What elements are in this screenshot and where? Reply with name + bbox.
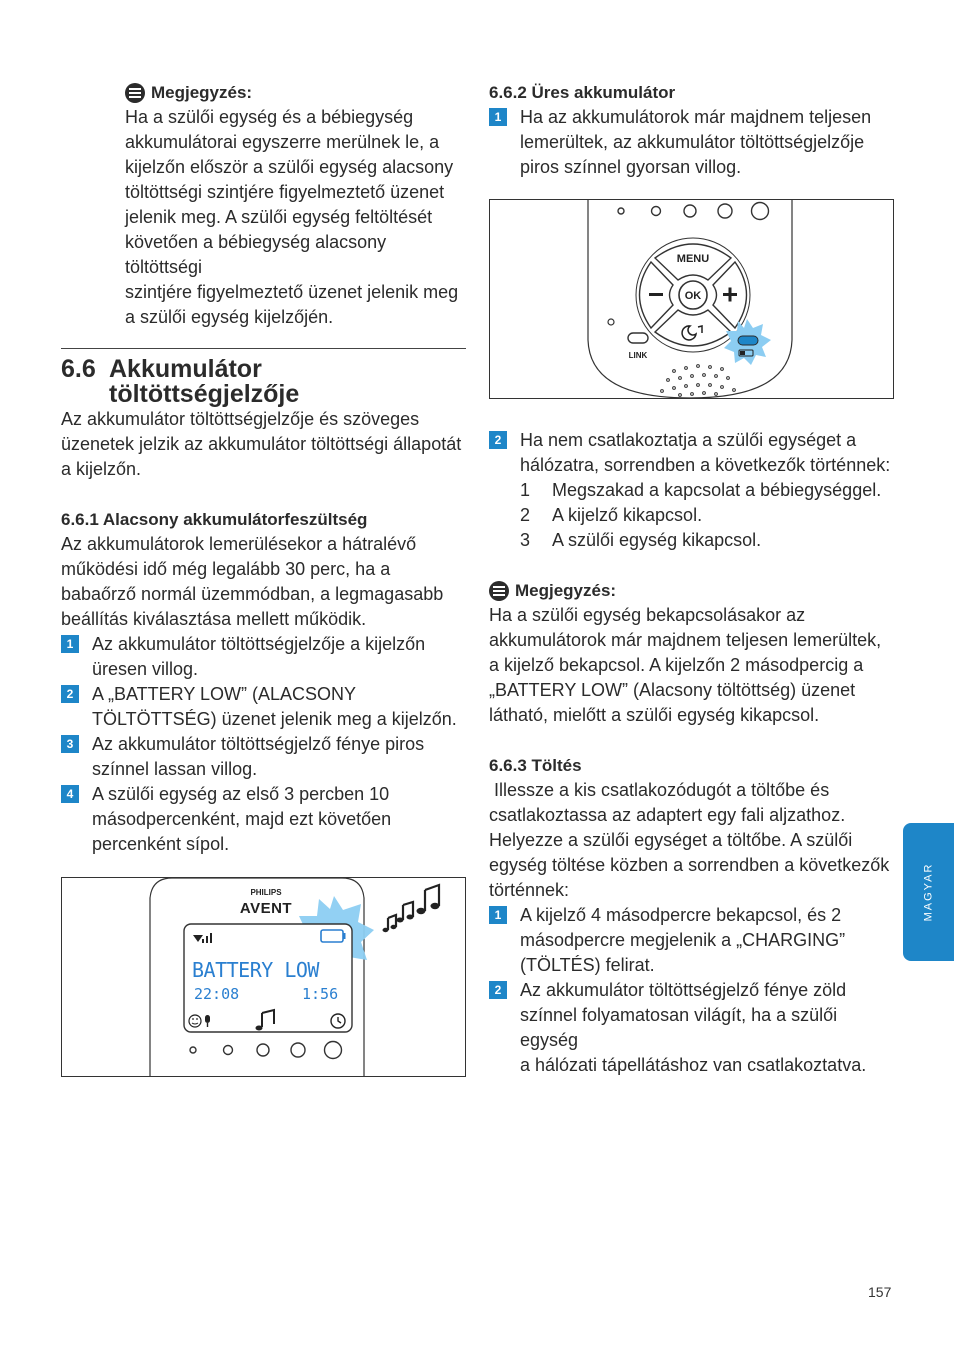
note-line: Ha a szülői egység bekapcsolásakor az [489,605,806,625]
note-line: „BATTERY LOW” (Alacsony töltöttség) üzenet [489,680,856,700]
step-line: (TÖLTÉS) felirat. [520,955,655,975]
link-light [628,333,648,343]
paragraph-line: csatlakoztassa az adaptert egy fali aljzathoz. [489,805,846,825]
subsection-heading: 6.6.2 Üres akkumulátor [489,83,676,102]
step-line: piros színnel gyorsan villog. [520,157,742,177]
substep-number: 3 [520,530,531,550]
paragraph-line: egység töltése közben a sorrendben a következők [489,855,890,875]
note-heading [489,578,894,603]
note-line: akkumulátorok már majdnem teljesen lemerültek, [489,630,882,650]
step-item [489,903,894,978]
step-line: Az akkumulátor töltöttségjelző fénye piros [92,734,425,754]
lcd-battery-low-text: BATTERY LOW [192,958,319,982]
paragraph-line: babaőrző normál üzemmódban, a legmagasabb [61,584,444,604]
step-line: másodpercenként, majd ezt követően [92,809,392,829]
note-box [489,578,894,728]
language-label: MAGYAR [922,862,934,922]
subsection-heading: 6.6.1 Alacsony akkumulátorfeszültség [61,510,368,529]
substep-text: A kijelző kikapcsol. [552,505,703,525]
step-item [489,978,894,1078]
step-line: Ha nem csatlakoztatja a szülői egységet a [520,430,857,450]
step-line: a hálózati tápellátáshoz van csatlakoztatva. [520,1055,867,1075]
language-side-tab [903,823,954,961]
controls-illustration [490,200,893,398]
step-item [489,105,894,180]
step-line: másodpercre megjelenik a „CHARGING” [520,930,846,950]
substep-item [489,503,894,528]
substep-item [489,528,894,553]
step-number-badge: 1 [489,906,507,924]
step-line: Az akkumulátor töltöttségjelző fénye zöld [520,980,847,1000]
step-line: hálózatra, sorrendben a következők történnek: [520,455,891,475]
section-title-line: töltöttségjelzője [109,380,300,408]
battery-status-light [738,336,758,345]
note-icon [489,581,509,601]
step-number-badge: 4 [61,785,79,803]
lcd-clock: 22:08 [194,985,240,1003]
section-heading [61,357,466,407]
step-line: üresen villog. [92,659,199,679]
step-line: Az akkumulátor töltöttségjelzője a kijelzőn [92,634,426,654]
step-line: Ha az akkumulátorok már majdnem teljesen [520,107,872,127]
note-line: szintjére figyelmeztető üzenet jelenik meg [125,282,459,302]
step-number-badge: 2 [489,981,507,999]
paragraph-line: történnek: [489,880,570,900]
step-number-badge: 1 [489,108,507,126]
step-item [61,732,466,782]
minus-icon [649,293,663,296]
step-number-badge: 1 [61,635,79,653]
step-line: TÖLTÖTTSÉG) üzenet jelenik meg a kijelzőn. [92,709,457,729]
step-item [61,682,466,732]
note-line: jelenik meg. A szülői egység feltöltését [125,207,433,227]
step-number-badge: 2 [489,431,507,449]
paragraph-line: Az akkumulátorok lemerülésekor a hátralévő [61,534,417,554]
parent-unit-display-figure [61,877,466,1077]
note-line: követően a bébiegység alacsony töltöttségi [125,232,387,277]
parent-unit-illustration [62,878,465,1076]
step-line: színnel folyamatosan világít, ha a szülői egység [520,1005,838,1050]
section-divider [61,348,466,349]
step-line: percenként sípol. [92,834,230,854]
section-intro-line: Az akkumulátor töltöttségjelzője és szöveges [61,409,420,429]
step-item [489,428,894,478]
section-number: 6.6 [61,355,96,383]
step-line: A szülői egység az első 3 percben 10 [92,784,390,804]
left-column [61,80,466,1077]
step-number-badge: 2 [61,685,79,703]
note-heading [125,80,466,105]
beep-notes-icon [383,885,440,932]
link-label: LINK [628,351,648,360]
brand-top: PHILIPS [250,888,282,897]
right-column [489,80,894,1078]
note-line: akkumulátorai egyszerre merülnek le, a [125,132,440,152]
paragraph-line: működési idő még legalább 30 perc, ha a [61,559,391,579]
note-icon [125,83,145,103]
note-line: Ha a szülői egység és a bébiegység [125,107,414,127]
parent-unit-controls-figure [489,199,894,399]
section-title-line: Akkumulátor [109,355,262,383]
step-line: A kijelző 4 másodpercre bekapcsol, és 2 [520,905,842,925]
substep-text: A szülői egység kikapcsol. [552,530,762,550]
step-line: lemerültek, az akkumulátor töltöttségjelzője [520,132,865,152]
substep-number: 1 [520,480,531,500]
substep-number: 2 [520,505,531,525]
step-item [61,782,466,857]
subsection-heading: 6.6.3 Töltés [489,756,582,775]
note-line: látható, mielőtt a szülői egység kikapcsol. [489,705,820,725]
substep-item [489,478,894,503]
section-intro-line: üzenetek jelzik az akkumulátor töltöttségi állapotát [61,434,462,454]
paragraph-line: Illessze a kis csatlakozódugót a töltőbe és [489,780,830,800]
note-line: a kijelző bekapcsol. A kijelzőn 2 másodpercig a [489,655,864,675]
brand-main: AVENT [239,900,293,917]
note-heading-text: Megjegyzés: [515,581,617,600]
step-line: A „BATTERY LOW” (ALACSONY [92,684,357,704]
note-line: a szülői egység kijelzőjén. [125,307,334,327]
paragraph-line: beállítás kiválasztása mellett működik. [61,609,367,629]
step-item [61,632,466,682]
note-box [61,80,466,330]
substep-text: Megszakad a kapcsolat a bébiegységgel. [552,480,882,500]
menu-label: MENU [676,253,710,265]
note-line: töltöttségi szintjére figyelmeztető üzenet [125,182,445,202]
section-intro-line: a kijelzőn. [61,459,142,479]
note-heading-text: Megjegyzés: [151,83,253,102]
note-line: kijelzőn először a szülői egység alacsony [125,157,454,177]
step-number-badge: 3 [61,735,79,753]
ok-label: OK [684,290,702,302]
page-number: 157 [868,1284,892,1300]
lcd-timer: 1:56 [302,985,339,1003]
paragraph-line: Helyezze a szülői egységet a töltőbe. A szülői [489,830,853,850]
step-line: színnel lassan villog. [92,759,258,779]
